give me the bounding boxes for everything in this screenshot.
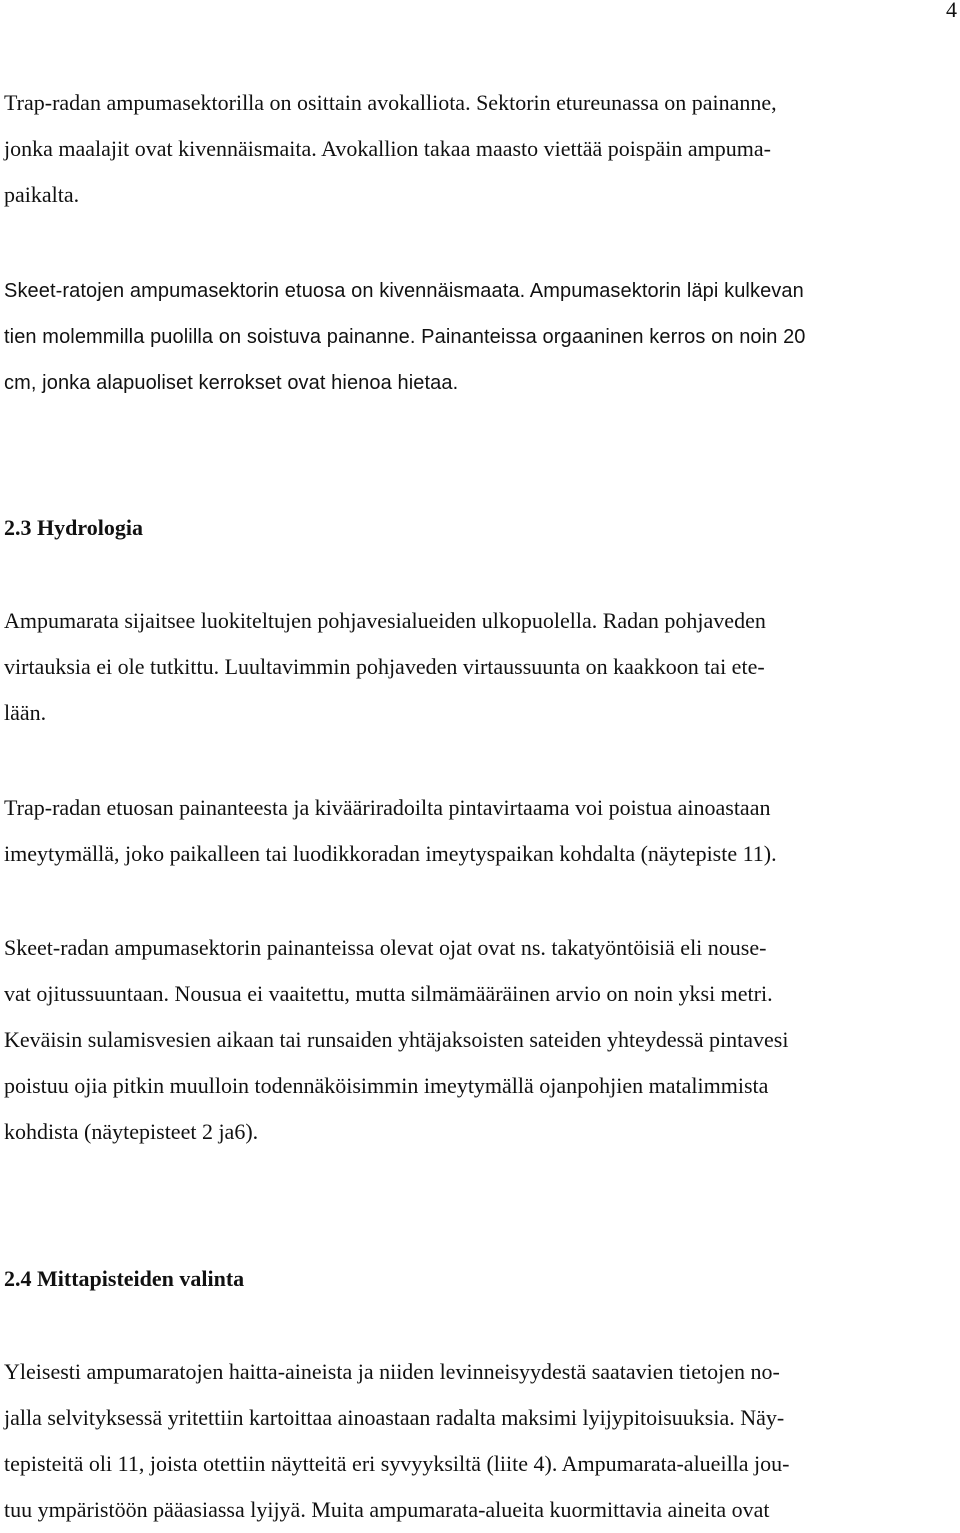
text-line: Skeet-radan ampumasektorin painanteissa olevat ojat ovat ns. takatyöntöisiä eli nouse- bbox=[4, 935, 767, 960]
section-heading-hydrologia: 2.3 Hydrologia bbox=[4, 515, 143, 540]
text-line: tuu ympäristöön pääasiassa lyijyä. Muita ampumarata-alueita kuormittavia aineita ovat bbox=[4, 1497, 770, 1522]
text-line: Yleisesti ampumaratojen haitta-aineista ja niiden levinneisyydestä saatavien tietojen no- bbox=[4, 1359, 780, 1384]
text-line: poistuu ojia pitkin muulloin todennäköisimmin imeytymällä ojanpohjien matalimmista bbox=[4, 1073, 769, 1098]
paragraph-skeet-ratojen-maasto bbox=[4, 268, 954, 406]
text-line: vat ojitussuuntaan. Nousua ei vaaitettu, mutta silmämääräinen arvio on noin yksi metri. bbox=[4, 981, 773, 1006]
text-line: virtauksia ei ole tutkittu. Luultavimmin pohjaveden virtaussuunta on kaakkoon tai ete- bbox=[4, 654, 765, 679]
section-heading-mittapisteiden-valinta: 2.4 Mittapisteiden valinta bbox=[4, 1266, 245, 1291]
text-line: imeytymällä, joko paikalleen tai luodikkoradan imeytyspaikan kohdalta (näytepiste 11). bbox=[4, 841, 777, 866]
paragraph-mittapisteet bbox=[4, 1349, 954, 1533]
text-line: Keväisin sulamisvesien aikaan tai runsaiden yhtäjaksoisten sateiden yhteydessä pintavesi bbox=[4, 1027, 789, 1052]
text-line: tepisteitä oli 11, joista otettiin näytteitä eri syvyyksiltä (liite 4). Ampumarata-alueilla jou- bbox=[4, 1451, 790, 1476]
text-line: tien molemmilla puolilla on soistuva painanne. Painanteissa orgaaninen kerros on noin 20 bbox=[4, 326, 806, 348]
text-line: lään. bbox=[4, 700, 47, 725]
text-line: Skeet-ratojen ampumasektorin etuosa on kivennäismaata. Ampumasektorin läpi kulkevan bbox=[4, 280, 804, 302]
text-line: jonka maalajit ovat kivennäismaita. Avokallion takaa maasto viettää poispäin ampuma- bbox=[4, 136, 771, 161]
page-number: 4 bbox=[946, 0, 957, 22]
text-line: Trap-radan etuosan painanteesta ja kivääriradoilta pintavirtaama voi poistua ainoastaan bbox=[4, 795, 771, 820]
text-line: cm, jonka alapuoliset kerrokset ovat hienoa hietaa. bbox=[4, 372, 459, 394]
text-line: jalla selvityksessä yritettiin kartoittaa ainoastaan radalta maksimi lyijypitoisuuksia. Näy- bbox=[4, 1405, 785, 1430]
paragraph-trap-radan-maasto bbox=[4, 80, 954, 218]
text-line: kohdista (näytepisteet 2 ja6). bbox=[4, 1119, 259, 1144]
paragraph-pohjavesi bbox=[4, 598, 954, 736]
paragraph-pintavirtaama bbox=[4, 785, 954, 877]
text-line: paikalta. bbox=[4, 182, 80, 207]
paragraph-skeet-ojat bbox=[4, 925, 954, 1155]
text-line: Trap-radan ampumasektorilla on osittain avokalliota. Sektorin etureunassa on painanne, bbox=[4, 90, 777, 115]
text-line: Ampumarata sijaitsee luokiteltujen pohjavesialueiden ulkopuolella. Radan pohjaveden bbox=[4, 608, 766, 633]
